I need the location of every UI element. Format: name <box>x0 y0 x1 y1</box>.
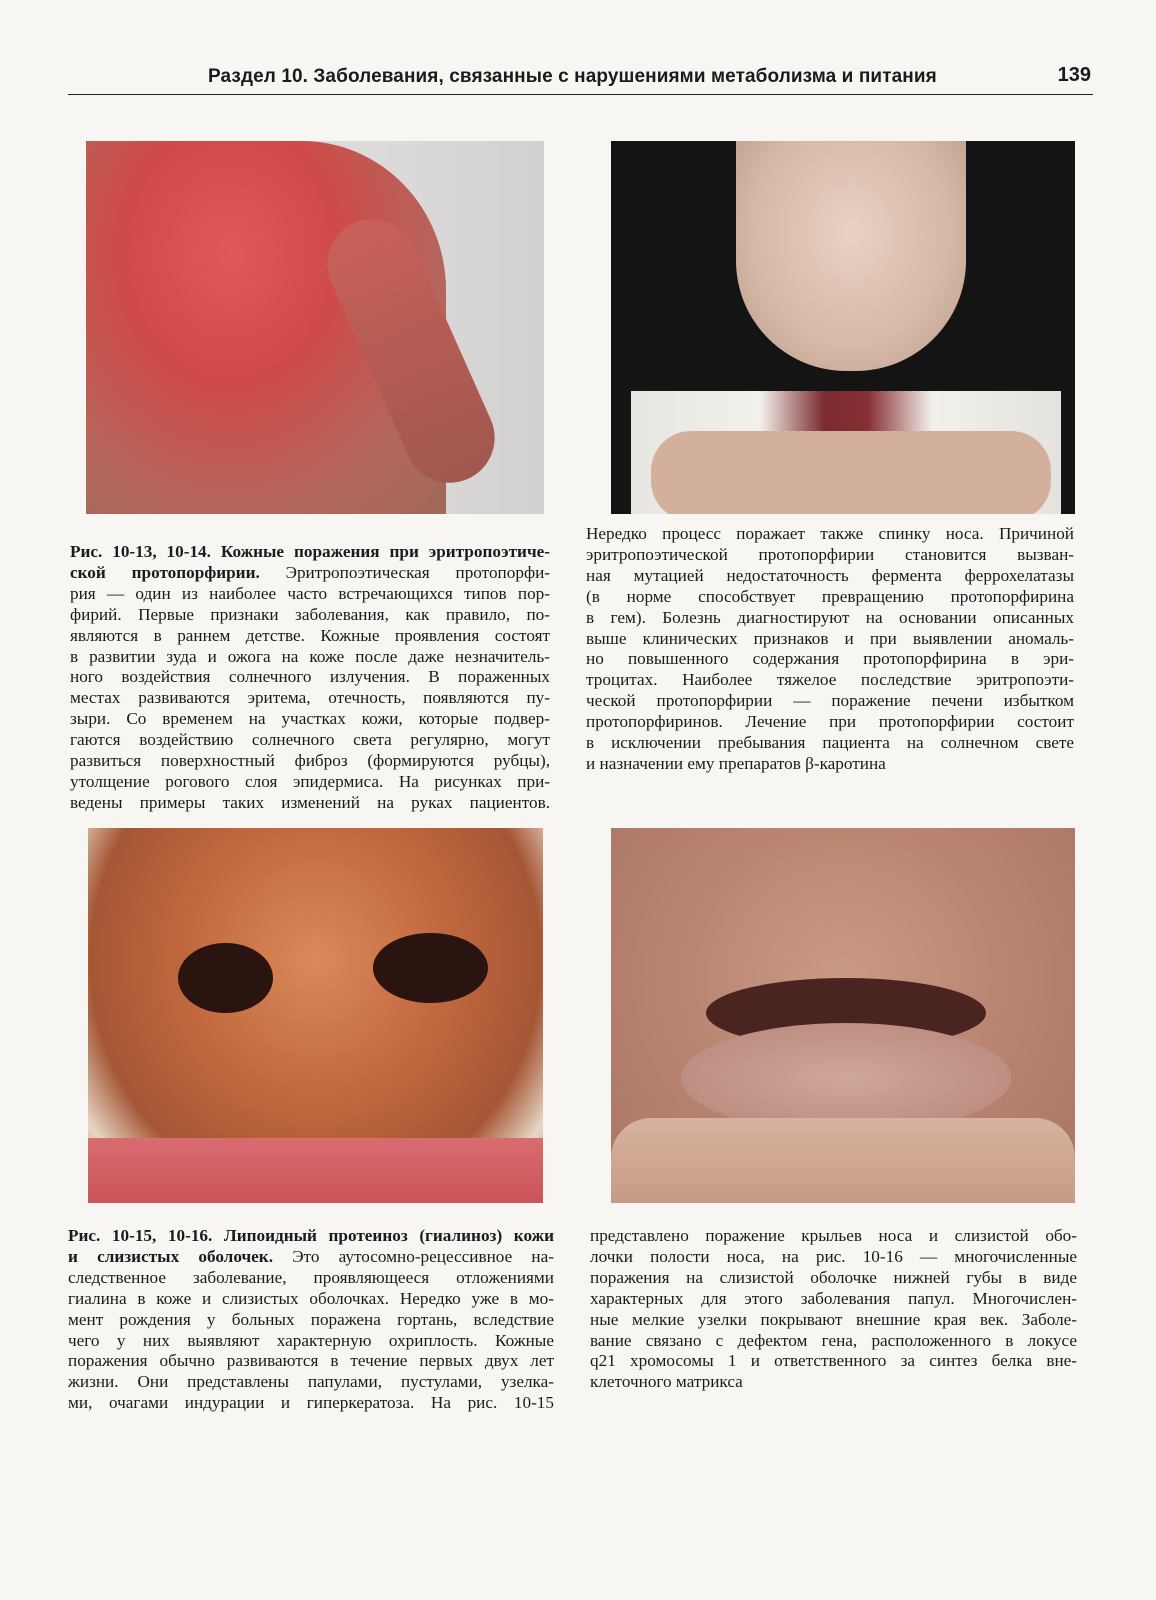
caption-line: характерных для этого заболевания папул. Многочислен- <box>590 1288 1077 1308</box>
caption-line: жизни. Они представлены папулами, пустулами, узелка- <box>68 1372 554 1392</box>
photo-nostril-left <box>178 943 273 1013</box>
caption-line: ведены примеры таких изменений на руках пациентов. <box>70 792 550 812</box>
photo-lower-lip <box>681 1023 1011 1133</box>
caption-line: ные мелкие узелки покрывают внешние края век. Заболе- <box>590 1309 1077 1329</box>
caption-line: ческой протопорфирии — поражение печени избытком <box>586 691 1074 711</box>
page-number: 139 <box>1057 64 1091 86</box>
caption-line: q21 хромосомы 1 и ответственного за синтез белка вне- <box>590 1351 1077 1371</box>
caption-line: представлено поражение крыльев носа и слизистой обо- <box>590 1226 1077 1245</box>
caption-line: развиться поверхностный фиброз (формируются рубцы), <box>70 751 550 771</box>
photo-child-hands <box>651 431 1051 514</box>
caption-fig-10-13-14-continuation <box>586 524 1074 775</box>
caption-line: гиалина в коже и слизистых оболочках. Нередко уже в мо- <box>68 1288 554 1308</box>
caption-line: протопорфиринов. Лечение при протопорфирии состоит <box>586 712 1074 732</box>
caption-line: но повышенного содержания протопорфирина в эри- <box>586 649 1074 669</box>
caption-line: Рис. 10-13, 10-14. Кожные поражения при эритропоэтиче- <box>70 542 550 561</box>
photo-fig-10-14-child <box>611 141 1075 514</box>
caption-line: мент рождения у больных поражена гортань, вследствие <box>68 1309 554 1329</box>
caption-line: выше клинических признаков и при выявлении аномаль- <box>586 628 1074 648</box>
caption-line: ная мутацией недостаточность фермента феррохелатазы <box>586 565 1074 585</box>
caption-line: поражения обычно развиваются в течение первых двух лет <box>68 1351 554 1371</box>
caption-line: в развитии зуда и ожога на коже после даже незначитель- <box>70 646 550 666</box>
photo-fingers <box>611 1118 1075 1203</box>
photo-nostril-right <box>373 933 488 1003</box>
photo-child-face <box>736 141 966 371</box>
caption-line: являются в раннем детстве. Кожные проявления состоят <box>70 625 550 645</box>
caption-line: следственное заболевание, проявляющееся отложениями <box>68 1267 554 1287</box>
caption-line: местах развиваются эритема, отечность, появляются пу- <box>70 688 550 708</box>
caption-line: рия — один из наиболее часто встречающихся типов пор- <box>70 583 550 603</box>
photo-fig-10-15-nose <box>88 828 543 1203</box>
caption-line: ного воздействия солнечного излучения. В пораженных <box>70 667 550 687</box>
photo-fig-10-16-lip <box>611 828 1075 1203</box>
caption-line: в гем). Болезнь диагностируют на основании описанных <box>586 607 1074 627</box>
caption-line: (в норме способствует превращению протопорфирина <box>586 586 1074 606</box>
caption-fig-10-13-14 <box>70 542 550 814</box>
caption-fig-10-15-16-continuation <box>590 1226 1077 1393</box>
caption-line: утолщение рогового слоя эпидермиса. На рисунках при- <box>70 771 550 791</box>
caption-line: и назначении ему препаратов β-каротина <box>586 753 886 773</box>
caption-line: лочки полости носа, на рис. 10-16 — многочисленные <box>590 1246 1077 1266</box>
caption-line: ми, очагами индурации и гиперкератоза. На рис. 10-15 <box>68 1393 554 1413</box>
caption-line: и слизистых оболочек. Это аутосомно-рецессивное на- <box>68 1246 554 1266</box>
caption-line: клеточного матрикса <box>590 1372 743 1392</box>
caption-line: Нередко процесс поражает также спинку носа. Причиной <box>586 524 1074 543</box>
header-title: Раздел 10. Заболевания, связанные с нарушениями метаболизма и питания <box>208 66 937 87</box>
caption-line: Рис. 10-15, 10-16. Липоидный протеиноз (гиалиноз) кожи <box>68 1226 554 1245</box>
caption-line: эритропоэтической протопорфирии становится вызван- <box>586 544 1074 564</box>
photo-upper-lip <box>88 1138 543 1203</box>
photo-fig-10-13-hand <box>86 141 544 514</box>
caption-line: в исключении пребывания пациента на солнечном свете <box>586 733 1074 753</box>
caption-line: чего у них выявляют характерную охриплость. Кожные <box>68 1330 554 1350</box>
caption-line: ской протопорфирии. Эритропоэтическая протопорфи- <box>70 562 550 582</box>
caption-line: зыри. Со временем на участках кожи, которые подвер- <box>70 709 550 729</box>
running-header <box>68 64 1093 95</box>
caption-line: вание связано с дефектом гена, расположенного в локусе <box>590 1330 1077 1350</box>
caption-line: фирий. Первые признаки заболевания, как правило, по- <box>70 604 550 624</box>
caption-line: троцитах. Наиболее тяжелое последствие эритропоэти- <box>586 670 1074 690</box>
caption-line: гаются воздействию солнечного света регулярно, могут <box>70 730 550 750</box>
caption-fig-10-15-16 <box>68 1226 554 1414</box>
caption-line: поражения на слизистой оболочке нижней губы в виде <box>590 1267 1077 1287</box>
